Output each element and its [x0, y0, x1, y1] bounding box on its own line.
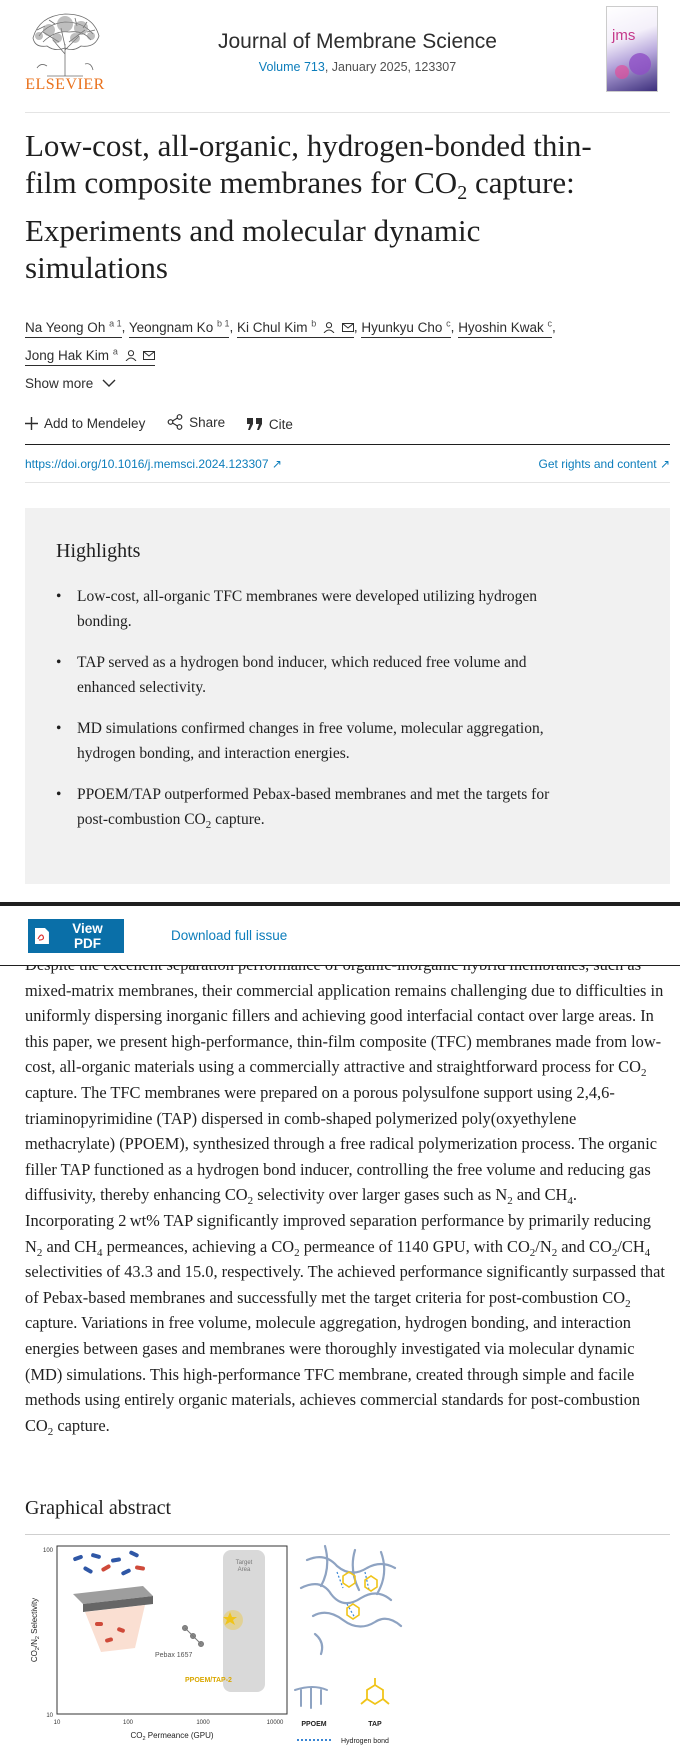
quote-icon	[247, 418, 263, 430]
tap-in-network	[343, 1572, 377, 1619]
show-more-toggle[interactable]: Show more	[25, 376, 670, 391]
ppoem-legend-structure	[295, 1687, 327, 1708]
volume-link[interactable]: Volume 713	[258, 60, 325, 74]
x-tick-label: 10	[53, 1720, 61, 1726]
email-icon	[342, 322, 354, 333]
view-pdf-button[interactable]: View PDF	[28, 919, 124, 953]
author-link[interactable]: Ki Chul Kim $^b$	[237, 320, 354, 338]
cite-button[interactable]: Cite	[247, 417, 293, 432]
person-icon	[125, 350, 137, 361]
journal-cover-thumbnail[interactable]	[606, 6, 658, 92]
journal-title[interactable]: Journal of Membrane Science	[218, 30, 497, 53]
download-full-issue-link[interactable]: Download full issue	[171, 928, 288, 943]
abstract-text: mixed-matrix membranes, their commercial application remains challenging due to difficulties in uniformly dispersing inorganic fillers and achieving good interfacial contact over large areas. In this paper, we present high-performance, thin-film composite (TFC) membranes made from low-cost, all-organic materials using a commercially attractive and straightforward process for $CO_2$ capture. The TFC membranes were prepared on a porous polysulfone support using 2,4,6-triaminopyrimidine (TAP) dispersed in comb-shaped polymerized poly(oxyethylene methacrylate) (PPOEM), synthesized through a free radical polymerization process. The organic filler TAP functioned as a hydrogen bond inducer, controlling the free volume and reducing gas diffusivity, thereby enhancing $CO_2$ selectivity over larger gases such as $N_2$ and $CH_4$. Incorporating 2 wt% TAP significantly improved separation performance by primarily reducing $N_2$ and $CH_4$ permeances, achieving a $CO_2$ permeance of 1140 GPU, with $CO_2/N_2$ and $CO_2/CH_4$ selectivities of 43.3 and 15.0, respectively. The achieved performance significantly surpassed that of Pebax-based membranes and successfully met the target criteria for post-combustion $CO_2$ capture. Variations in free volume, molecule aggregation, hydrogen bonding, and interaction energies between gases and membranes were thoroughly investigated via molecular dynamic (MD) simulations. This high-performance TFC membrane, created through simple and facile methods using entirely organic materials, achieves commercial standards for post-combustion $CO_2$ capture.	[25, 980, 665, 1438]
pdf-icon	[34, 927, 50, 945]
share-button[interactable]: Share	[167, 414, 225, 430]
highlight-item: • MD simulations confirmed changes in free volume, molecular aggregation, hydrogen bonding, and interaction energies.	[56, 716, 574, 766]
email-icon	[143, 350, 155, 361]
share-icon	[167, 414, 183, 430]
highlight-item: • PPOEM/TAP outperformed Pebax-based membranes and met the targets for post-combustion $CO_2$ capture.	[56, 782, 574, 838]
author-link[interactable]: Hyoshin Kwak $^c$	[458, 320, 552, 338]
polymer-network	[301, 1546, 401, 1654]
add-to-mendeley-button[interactable]: Add to Mendeley	[25, 416, 145, 431]
hydrogen-bond-legend-label: Hydrogen bond	[341, 1738, 389, 1745]
cover-logo: jms	[612, 27, 636, 44]
article-title: Low-cost, all-organic, hydrogen-bonded thin-film composite membranes for $CO_2$ capture: Experiments and molecular dynamic simulations	[25, 128, 592, 285]
x-tick-label: 100	[122, 1720, 134, 1726]
x-axis-label: $CO_2$ Permeance (GPU)	[130, 1731, 214, 1742]
chevron-down-icon	[102, 378, 116, 388]
author-link[interactable]: Na Yeong Oh $^{a 1}$	[25, 320, 122, 338]
section-divider	[25, 1534, 670, 1535]
x-tick-label: 10000	[266, 1720, 284, 1726]
highlights-box	[25, 508, 670, 884]
graphical-abstract-heading: Graphical abstract	[25, 1497, 172, 1519]
highlight-item: • TAP served as a hydrogen bond inducer, which reduced free volume and enhanced selectivity.	[56, 650, 574, 700]
doi-link[interactable]: https://doi.org/10.1016/j.memsci.2024.123307 ↗	[25, 457, 282, 471]
author-link[interactable]: Hyunkyu Cho $^c$	[361, 320, 450, 338]
highlight-item: • Low-cost, all-organic TFC membranes were developed utilizing hydrogen bonding.	[56, 584, 574, 634]
y-axis-label: $CO_2/N_2$ Selectivity	[30, 1597, 41, 1663]
issue-date: , January 2025, 123307	[324, 60, 457, 74]
external-link-icon: ↗	[271, 457, 282, 471]
tap-legend-structure	[361, 1678, 389, 1704]
target-label-line2: Area	[237, 1567, 251, 1573]
graphical-abstract-figure[interactable]	[25, 1538, 435, 1750]
rights-and-content-link[interactable]: Get rights and content ↗	[538, 457, 670, 471]
journal-issue-info	[125, 60, 590, 74]
author-link[interactable]: Yeongnam Ko $^{b 1}$	[129, 320, 230, 338]
pdf-toolbar	[0, 902, 680, 966]
journal-header	[25, 0, 670, 113]
article-actions	[25, 414, 670, 445]
author-link[interactable]: Jong Hak Kim $^a$	[25, 348, 155, 366]
highlights-heading: Highlights	[56, 540, 141, 562]
pebax-label: Pebax 1657	[155, 1652, 193, 1659]
y-tick-label: 100	[42, 1548, 53, 1554]
plus-icon	[25, 417, 38, 430]
external-link-icon: ↗	[659, 457, 670, 471]
ppoem-legend-label: PPOEM	[301, 1721, 327, 1728]
x-tick-label: 1000	[196, 1720, 210, 1726]
person-icon	[323, 322, 335, 333]
highlights-list	[56, 584, 574, 854]
ppoem-label: PPOEM/TAP-2	[185, 1677, 232, 1684]
elsevier-wordmark: ELSEVIER	[25, 76, 105, 93]
tap-legend-label: TAP	[368, 1721, 382, 1728]
doi-row	[25, 448, 670, 483]
target-label-line1: Target	[235, 1560, 253, 1566]
author-list: Na Yeong Oh $^{a 1}$, Yeongnam Ko $^{b 1}$, Ki Chul Kim $^b$ , Hyunkyu Cho $^c$, Hyoshin Kwak $^c$, Jong Hak Kim $^a$	[25, 311, 645, 368]
y-tick-label: 10	[46, 1713, 53, 1719]
